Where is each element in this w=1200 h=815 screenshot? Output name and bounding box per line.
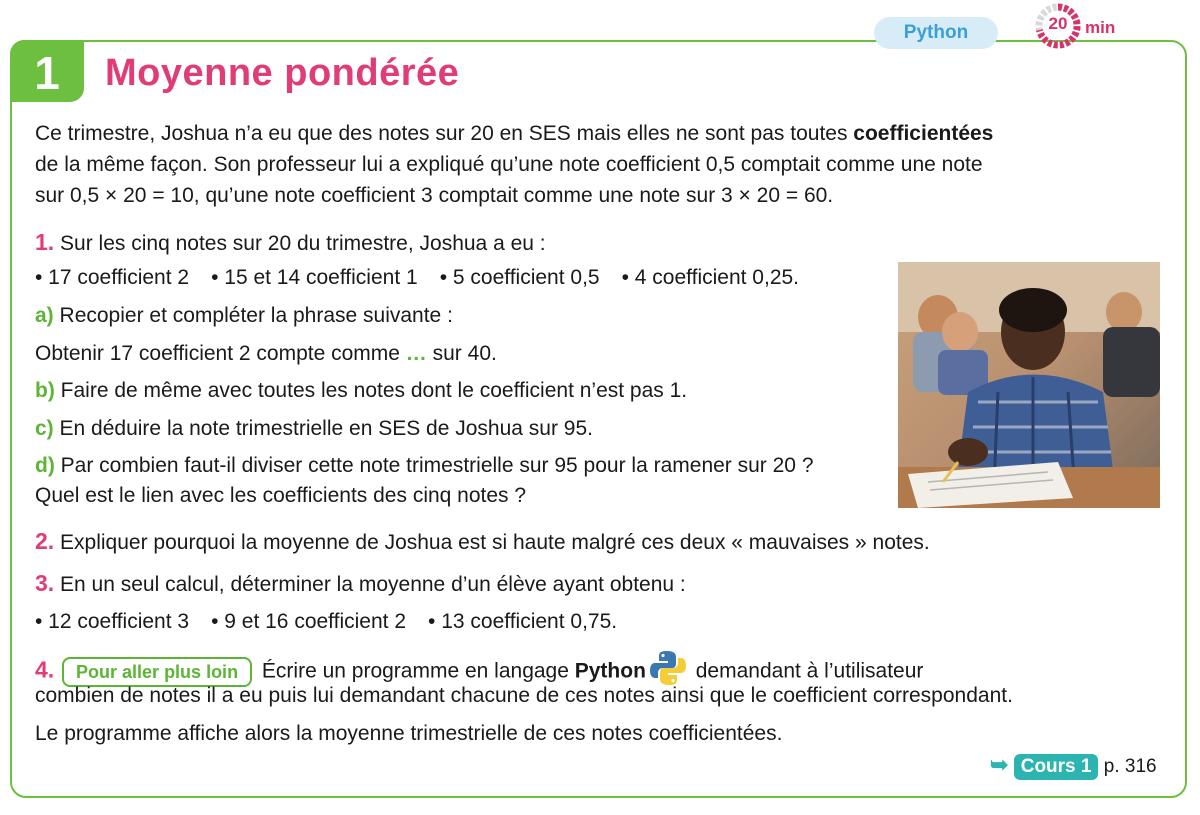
exercise-number-tab — [10, 40, 84, 102]
arrow-icon: ➥ — [990, 752, 1009, 777]
q2-number: 2. — [35, 528, 55, 554]
q1-bullet: • 5 coefficient 0,5 — [439, 266, 600, 289]
q1-bullet: • 17 coefficient 2 — [35, 266, 190, 289]
python-logo-icon — [648, 648, 688, 688]
q3-number: 3. — [35, 570, 55, 596]
q1c-label: c) — [35, 417, 54, 440]
intro-bold-word: coefficientées — [853, 122, 994, 145]
q4-line-2: combien de notes il a eu puis lui demandant chacune de ces notes ainsi que le coefficient correspondant. — [35, 684, 1013, 707]
q1d-line: d) Par combien faut-il diviser cette note trimestrielle sur 95 pour la ramener sur 20 ? — [35, 454, 814, 477]
intro-line-2: de la même façon. Son professeur lui a expliqué qu’une note coefficient 0,5 comptait comme une note — [35, 153, 983, 176]
q1a-line: a) Recopier et compléter la phrase suivante : — [35, 304, 453, 327]
timer-value: 20 — [1048, 14, 1068, 33]
exercise-title: Moyenne pondérée — [105, 52, 460, 94]
q1c-line: c) En déduire la note trimestrielle en SES de Joshua sur 95. — [35, 417, 594, 440]
q3-line: 3. En un seul calcul, déterminer la moyenne d’un élève ayant obtenu : — [35, 570, 686, 596]
pour-aller-plus-loin-badge: Pour aller plus loin — [62, 657, 252, 687]
q1a-sentence: Obtenir 17 coefficient 2 compte comme … sur 40. — [35, 342, 497, 365]
q3-bullet: • 13 coefficient 0,75. — [428, 610, 618, 633]
q2-line: 2. Expliquer pourquoi la moyenne de Joshua est si haute malgré ces deux « mauvaises » notes. — [35, 528, 930, 554]
python-word: Python — [574, 659, 646, 683]
q4-line: 4. Pour aller plus loin Écrire un programme en langage Python demandant à l’utilisateur — [35, 652, 923, 692]
q1b-line: b) Faire de même avec toutes les notes dont le coefficient n’est pas 1. — [35, 379, 688, 402]
intro-line-3: sur 0,5 × 20 = 10, qu’une note coefficient 3 comptait comme une note sur 3 × 20 = 60. — [35, 184, 834, 207]
cours-reference[interactable] — [990, 752, 1157, 780]
cours-pill[interactable]: Cours 1 — [1014, 754, 1099, 780]
q1-bullet: • 15 et 14 coefficient 1 — [211, 266, 418, 289]
q1d-label: d) — [35, 454, 55, 477]
exercise-number: 1 — [34, 47, 60, 99]
intro-line-1: Ce trimestre, Joshua n’a eu que des notes sur 20 en SES mais elles ne sont pas toutes coefficientées — [35, 122, 994, 145]
q4-line-3: Le programme affiche alors la moyenne trimestrielle de ces notes coefficientées. — [35, 722, 783, 745]
q1-bullet: • 4 coefficient 0,25. — [621, 266, 800, 289]
student-photo — [898, 262, 1160, 508]
blank-dots: … — [405, 342, 427, 365]
q3-bullet: • 12 coefficient 3 — [35, 610, 190, 633]
q1-line: 1. Sur les cinq notes sur 20 du trimestre, Joshua a eu : — [35, 229, 546, 255]
q1a-label: a) — [35, 304, 54, 327]
q3-bullets — [35, 609, 617, 635]
q1d-line-2: Quel est le lien avec les coefficients des cinq notes ? — [35, 484, 527, 507]
python-tag: Python — [874, 17, 998, 49]
q3-bullet: • 9 et 16 coefficient 2 — [211, 610, 407, 633]
q1b-label: b) — [35, 379, 55, 402]
q1-bullets — [35, 265, 799, 291]
timer-unit: min — [1085, 18, 1116, 37]
q4-number: 4. — [35, 656, 55, 683]
page-reference: p. 316 — [1103, 756, 1157, 777]
q1-number: 1. — [35, 229, 55, 255]
